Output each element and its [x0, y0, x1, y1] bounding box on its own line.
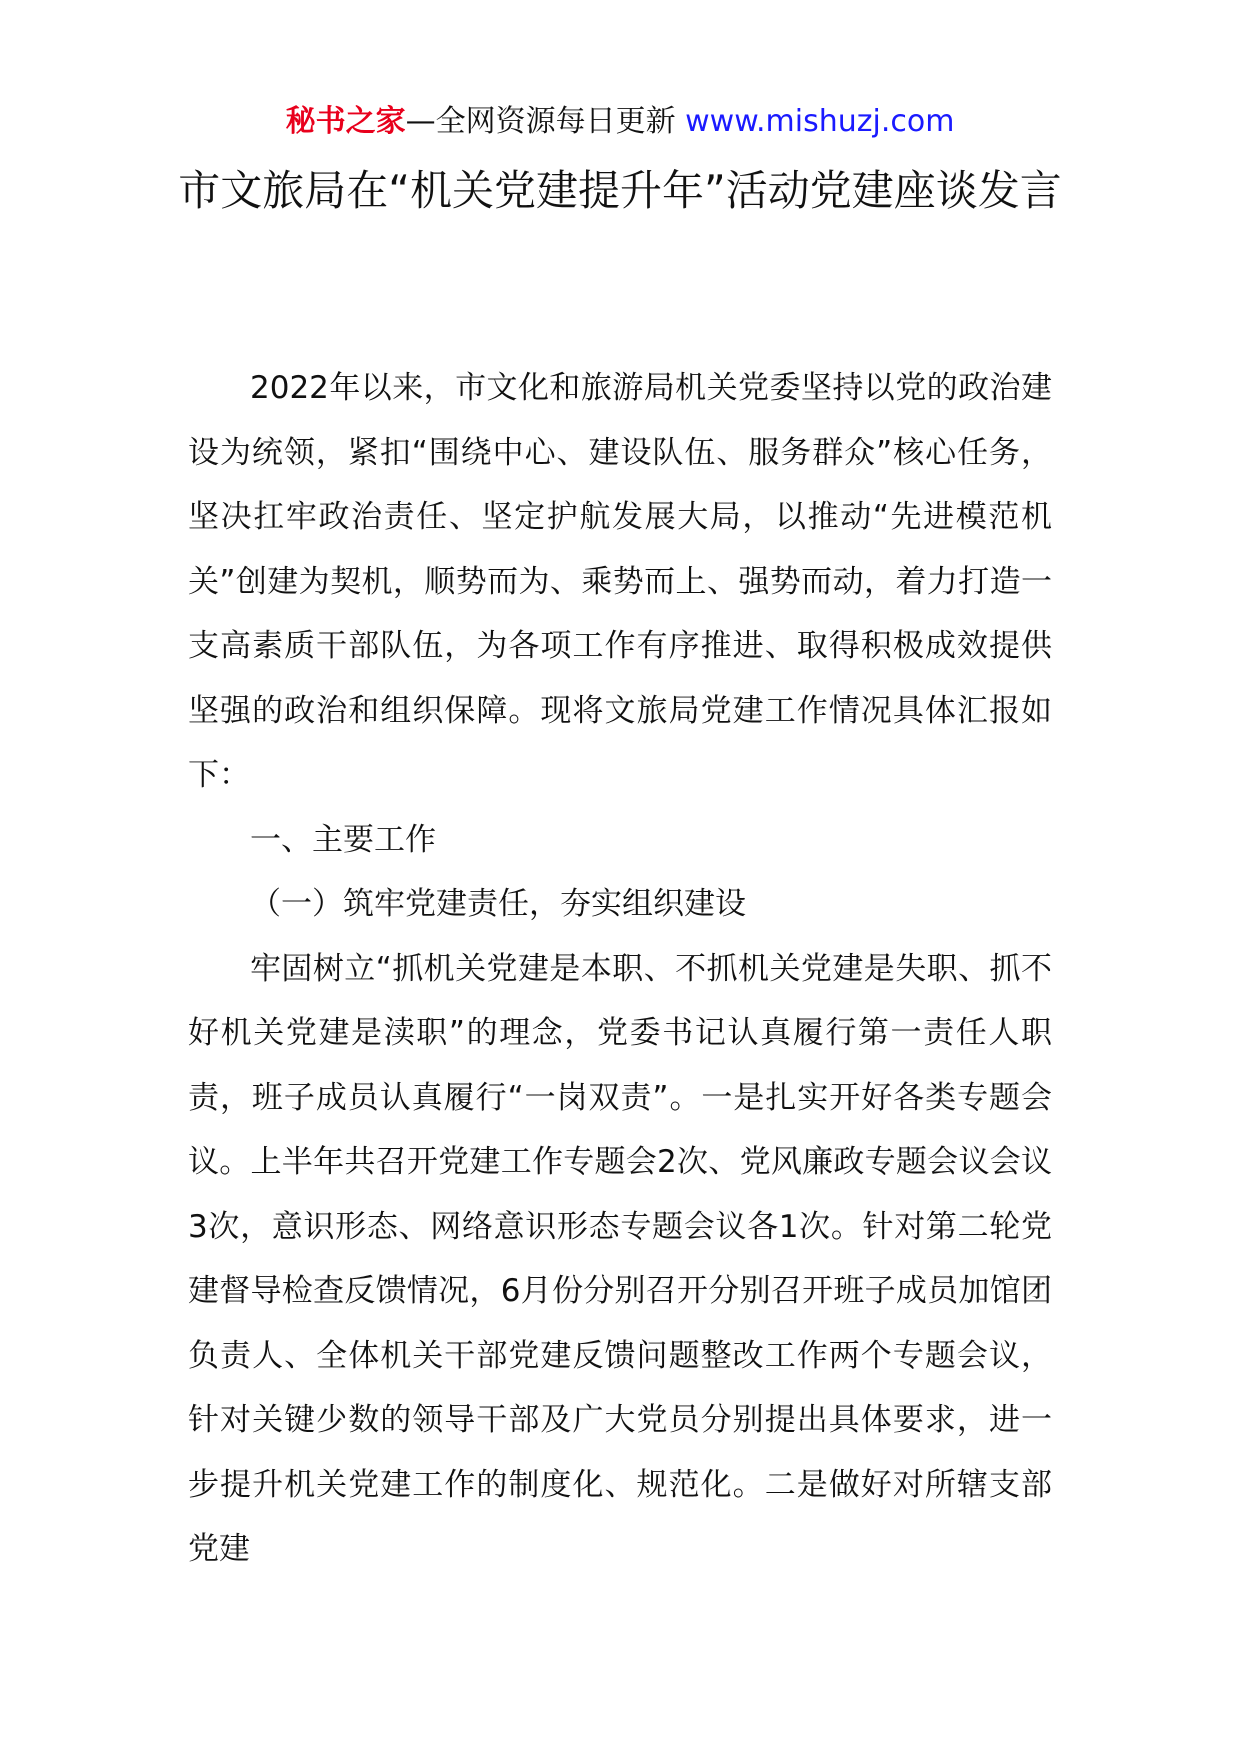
site-header — [0, 100, 1240, 144]
site-tagline: —全网资源每日更新 — [405, 104, 676, 139]
document-body — [188, 356, 1052, 1582]
section-heading: 一、主要工作 — [250, 821, 436, 858]
document-title: 市文旅局在“机关党建提升年”活动党建座谈发言 — [178, 166, 1062, 215]
site-brand: 秘书之家 — [285, 104, 406, 139]
site-url-link[interactable]: www.mishuzj.com — [685, 104, 955, 139]
subsection-heading: （一）筑牢党建责任，夯实组织建设 — [250, 886, 746, 922]
body-paragraph: 牢固树立“抓机关党建是本职、不抓机关党建是失职、抓不好机关党建是渎职”的理念，党委书记认真履行第一责任人职责，班子成员认真履行“一岗双责”。一是扎实开好各类专题会议。上半年共召开党建工作专题会2次、党风廉政专题会议会议3次，意识形态、网络意识形态专题会议各1次。针对第二轮党建督导检查反馈情况，6月份分别召开分别召开班子成员加馆团负责人、全体机关干部党建反馈问题整改工作两个专题会议，针对关键少数的领导干部及广大党员分别提出具体要求，进一步提升机关党建工作的制度化、规范化。二是做好对所辖支部党建 — [188, 950, 1052, 1567]
intro-paragraph: 2022年以来，市文化和旅游局机关党委坚持以党的政治建设为统领，紧扣“围绕中心、建设队伍、服务群众”核心任务，坚决扛牢政治责任、坚定护航发展大局，以推动“先进模范机关”创建为契机，顺势而为、乘势而上、强势而动，着力打造一支高素质干部队伍，为各项工作有序推进、取得积极成效提供坚强的政治和组织保障。现将文旅局党建工作情况具体汇报如下： — [188, 370, 1052, 793]
